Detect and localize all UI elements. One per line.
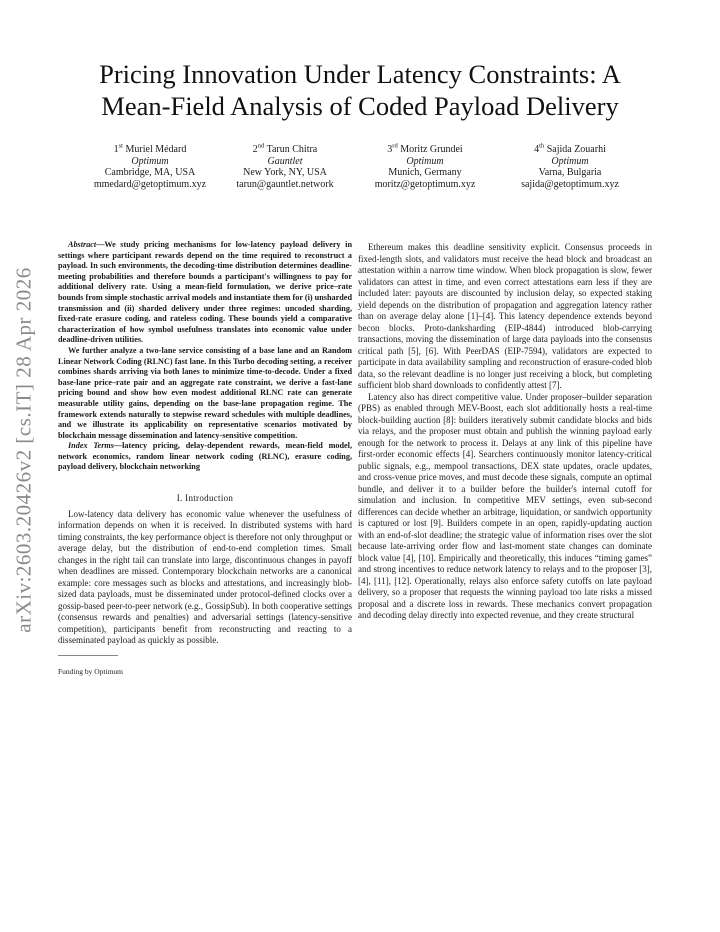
right-column [358, 242, 652, 622]
introduction-paragraph-2: Ethereum makes this deadline sensitivity explicit. Consensus proceeds in fixed-length slots, and validators must receive the head block and broadcast an attestation within a narrow time window. When block propagation is slow, fewer validators can attest in time, and even correct attestations earn less if they are included later: payouts are discounted by inclusion delay, so expected staking yield depends on the distribution of propagation and aggregation latency rather than on average delay alone [1]–[4]. This latency dependence extends beyond becon blocks. Proto-danksharding (EIP-4844) introduced blob-carrying transactions, moving the dissemination of large data payloads into the consensus critical path [5], [6]. With PeerDAS (EIP-7594), validators are expected to participate in data availability sampling and reconstruction of erasure-coded blob data, so the relevant deadline is no longer just receiving a block, but completing sufficient blob shard downloads to confidently attest [7]. [358, 242, 652, 390]
author-location: Cambridge, MA, USA [104, 167, 196, 178]
arxiv-id-text: arXiv:2603.20426v2 [cs.IT] 28 Apr 2026 [11, 267, 36, 633]
author-name: Tarun Chitra [266, 144, 318, 155]
abstract [58, 240, 352, 473]
author-location: New York, NY, USA [243, 167, 327, 178]
abstract-lead: Abstract [68, 240, 97, 249]
funding-footnote: Funding by Optimum [58, 666, 124, 676]
author-affiliation: Optimum [406, 155, 444, 167]
author-name: Muriel Médard [125, 144, 187, 155]
author-email: mmedard@getoptimum.xyz [93, 178, 207, 190]
index-terms: —latency pricing, delay-dependent rewards, mean-field model, network economics, random linear network coding (RLNC), erasure coding, payload delivery, blockchain networking [58, 441, 352, 472]
author-4 [490, 144, 650, 190]
author-name: Moritz Grundei [400, 144, 463, 155]
introduction-paragraph-3: Latency also has direct competitive value. Under proposer–builder separation (PBS) as enabled through MEV-Boost, each slot additionally hosts a real-time block-building auction [8]: builders iteratively submit candidate blocks and bids via relays, and the proposer must obtain and publish the winning payload early enough for the network to process it. Delays at any link of this pipeline have first-order economic effects [4]. Searchers continuously monitor latency-critical public signals, e.g., mempool transactions, DEX state updates, oracle updates, and cross-venue price moves, and must decode these signals, compute an optimal bundle, and deliver it to a builder before the builder's internal cutoff for simulation and inclusion. In competitive MEV settings, even sub-second differences can decide whether an arbitrage, liquidation, or sandwich opportunity is captured or lost [9]. Builders compete in an open, rapidly-updating auction with an end-of-slot deadline; the strategic value of information rises over the slot because late-arriving order flow and last-moment state changes can dominate block value [4], [10]. Empirically and theoretically, this induces “timing games” and strong incentives to reduce network latency to relays and to the proposer [3], [4], [11], [12]. Operationally, relays also enforce safety cutoffs on late payload delivery, so a proposer that requests the winning payload too late risks a missed proposal and a discrete loss in rewards. These mechanics convert propagation and decoding delay directly into expected revenue, and they create structural [358, 391, 652, 620]
author-email: tarun@gauntlet.network [236, 178, 334, 190]
author-email: sajida@getoptimum.xyz [521, 178, 619, 190]
author-ordinal-suffix: st [118, 142, 123, 150]
footnote-rule [58, 655, 118, 656]
index-terms-lead: Index Terms [68, 441, 114, 451]
arxiv-identifier-watermark [4, 180, 44, 720]
author-affiliation: Optimum [551, 155, 589, 167]
abstract-paragraph-1: —We study pricing mechanisms for low-latency payload delivery in settings where participant rewards depend on the time required to reconstruct a payload. In such environments, the decoding-time distribution determines deadline-meeting probabilities and therefore bounds a participant's willingness to pay for additional delivery rate. Using a mean-field formulation, we derive price–rate bounds from simple stochastic arrival models and instantiate them for (i) unsharded transmission and (ii) sharded delivery under three regimes: uncoded sharding, fixed-rate erasure coding, and rateless coding. These bounds yield a comparative characterization of how symbol usefulness translates into economic value under deadline-driven utilities. [58, 240, 352, 345]
title-line-1: Pricing Innovation Under Latency Constraints: A [99, 59, 621, 89]
author-3 [345, 144, 505, 190]
author-ordinal-suffix: th [539, 142, 545, 150]
author-location: Munich, Germany [388, 167, 462, 178]
author-ordinal: 4 [534, 144, 540, 155]
title-line-2: Mean-Field Analysis of Coded Payload Delivery [101, 91, 619, 121]
author-2 [205, 144, 365, 190]
author-ordinal-suffix: nd [257, 142, 265, 150]
author-affiliation: Optimum [131, 155, 169, 167]
author-email: moritz@getoptimum.xyz [374, 178, 476, 190]
author-affiliation: Gauntlet [267, 155, 303, 167]
left-column [58, 240, 352, 677]
section-heading-introduction: I. Introduction [176, 493, 234, 504]
abstract-paragraph-2: We further analyze a two-lane service consisting of a base lane and an Random Linear Network Coding (RLNC) fast lane. In this Turbo decoding setting, a receiver combines shards arriving via both lanes to minimize time-to-decode. Under a fixed base-lane price–rate pair and an aggregate rate constraint, we derive a fast-lane pricing bound and show how even modest additional RLNC rate can generate measurable utility gains, depending on the base-lane propagation regime. The framework extends naturally to stepwise reward schedules with multiple deadlines, and we illustrate its applicability on representative scenarios motivated by blockchain message dissemination and latency-sensitive competition. [58, 345, 352, 440]
paper-title [60, 58, 660, 122]
author-ordinal: 1 [113, 144, 119, 155]
introduction-paragraph-1: Low-latency data delivery has economic value whenever the usefulness of information depends on when it is received. In distributed systems with hard timing constraints, the key performance object is therefore not only throughput or average delay, but the distribution of end-to-end completion times. Small changes in the right tail can translate into large, discontinuous changes in payoff when deadlines are missed. Contemporary blockchain networks are a canonical example: core messages such as blocks and attestations, and increasingly blob-sized data payloads, must be disseminated under protocol-defined clocks over a gossip-based peer-to-peer network (e.g., GossipSub). In both cooperative settings (consensus rewards and penalties) and adversarial settings (latency-sensitive competition), participants benefit from reconstructing and reacting to a disseminated payload as quickly as possible. [58, 508, 352, 646]
author-location: Varna, Bulgaria [538, 167, 602, 178]
author-name: Sajida Zouarhi [546, 144, 606, 155]
author-ordinal: 3 [387, 144, 393, 155]
author-ordinal: 2 [252, 144, 258, 155]
author-ordinal-suffix: rd [392, 142, 398, 150]
